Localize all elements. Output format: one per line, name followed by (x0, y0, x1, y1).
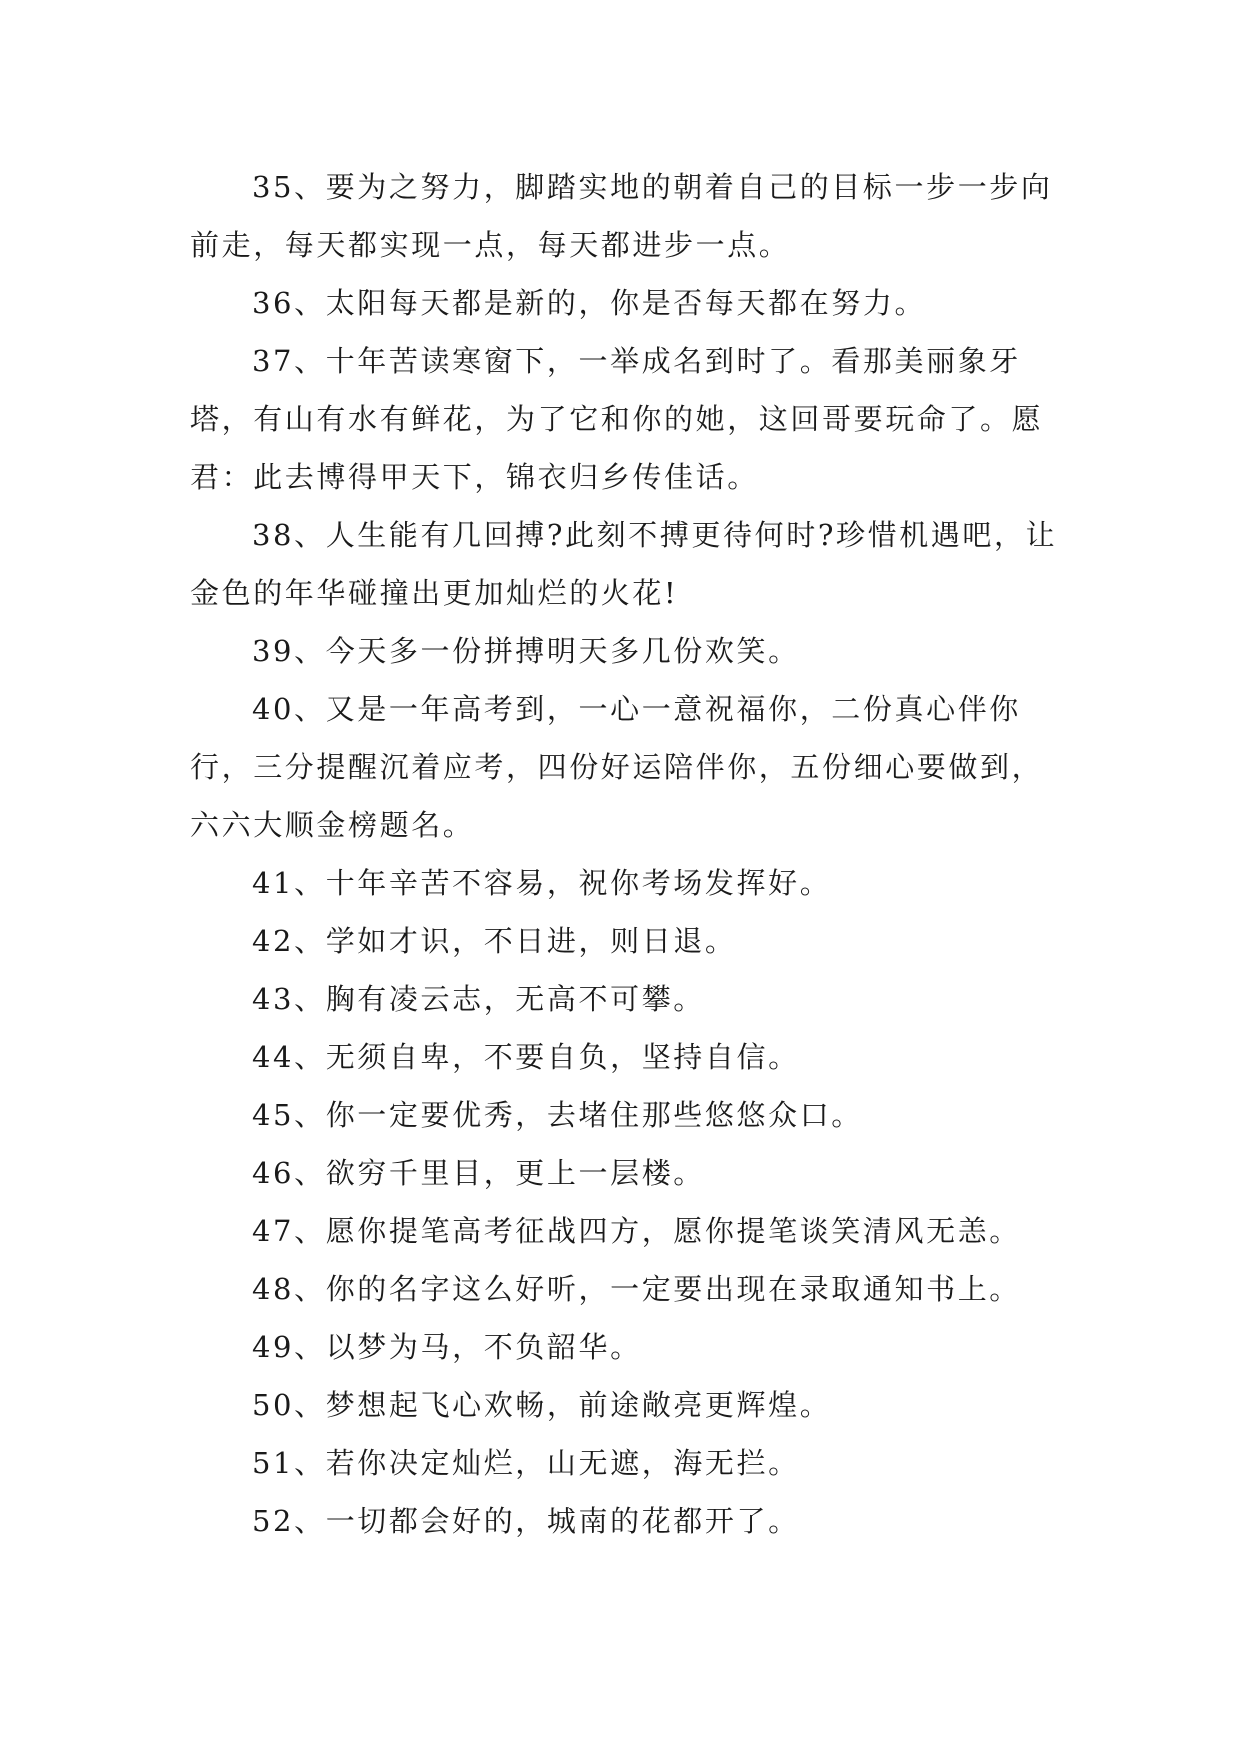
paragraph-42: 42、学如才识，不日进，则日退。 (252, 924, 737, 958)
paragraph-48: 48、你的名字这么好听，一定要出现在录取通知书上。 (252, 1272, 1021, 1306)
paragraph-36: 36、太阳每天都是新的，你是否每天都在努力。 (252, 286, 927, 320)
paragraph-38: 38、人生能有几回搏?此刻不搏更待何时?珍惜机遇吧，让金色的年华碰撞出更加灿烂的火花! (190, 518, 1058, 610)
paragraph-44: 44、无须自卑，不要自负，坚持自信。 (252, 1040, 800, 1074)
paragraph-46: 46、欲穷千里目，更上一层楼。 (252, 1156, 705, 1190)
paragraph-43: 43、胸有凌云志，无高不可攀。 (252, 982, 705, 1016)
document-body (190, 158, 1070, 1550)
paragraph-51: 51、若你决定灿烂，山无遮，海无拦。 (252, 1446, 800, 1480)
paragraph-49: 49、以梦为马，不负韶华。 (252, 1330, 642, 1364)
paragraph-40: 40、又是一年高考到，一心一意祝福你，二份真心伴你行，三分提醒沉着应考，四份好运陪伴你，五份细心要做到，六六大顺金榜题名。 (190, 692, 1044, 842)
paragraph-45: 45、你一定要优秀，去堵住那些悠悠众口。 (252, 1098, 863, 1132)
paragraph-35: 35、要为之努力，脚踏实地的朝着自己的目标一步一步向前走，每天都实现一点，每天都进步一点。 (190, 170, 1053, 262)
paragraph-50: 50、梦想起飞心欢畅，前途敞亮更辉煌。 (252, 1388, 832, 1422)
paragraph-52: 52、一切都会好的，城南的花都开了。 (252, 1504, 800, 1538)
paragraph-47: 47、愿你提笔高考征战四方，愿你提笔谈笑清风无恙。 (252, 1214, 1021, 1248)
paragraph-39: 39、今天多一份拼搏明天多几份欢笑。 (252, 634, 800, 668)
paragraph-37: 37、十年苦读寒窗下，一举成名到时了。看那美丽象牙塔，有山有水有鲜花，为了它和你的她，这回哥要玩命了。愿君：此去博得甲天下，锦衣归乡传佳话。 (190, 344, 1044, 494)
paragraph-41: 41、十年辛苦不容易，祝你考场发挥好。 (252, 866, 832, 900)
